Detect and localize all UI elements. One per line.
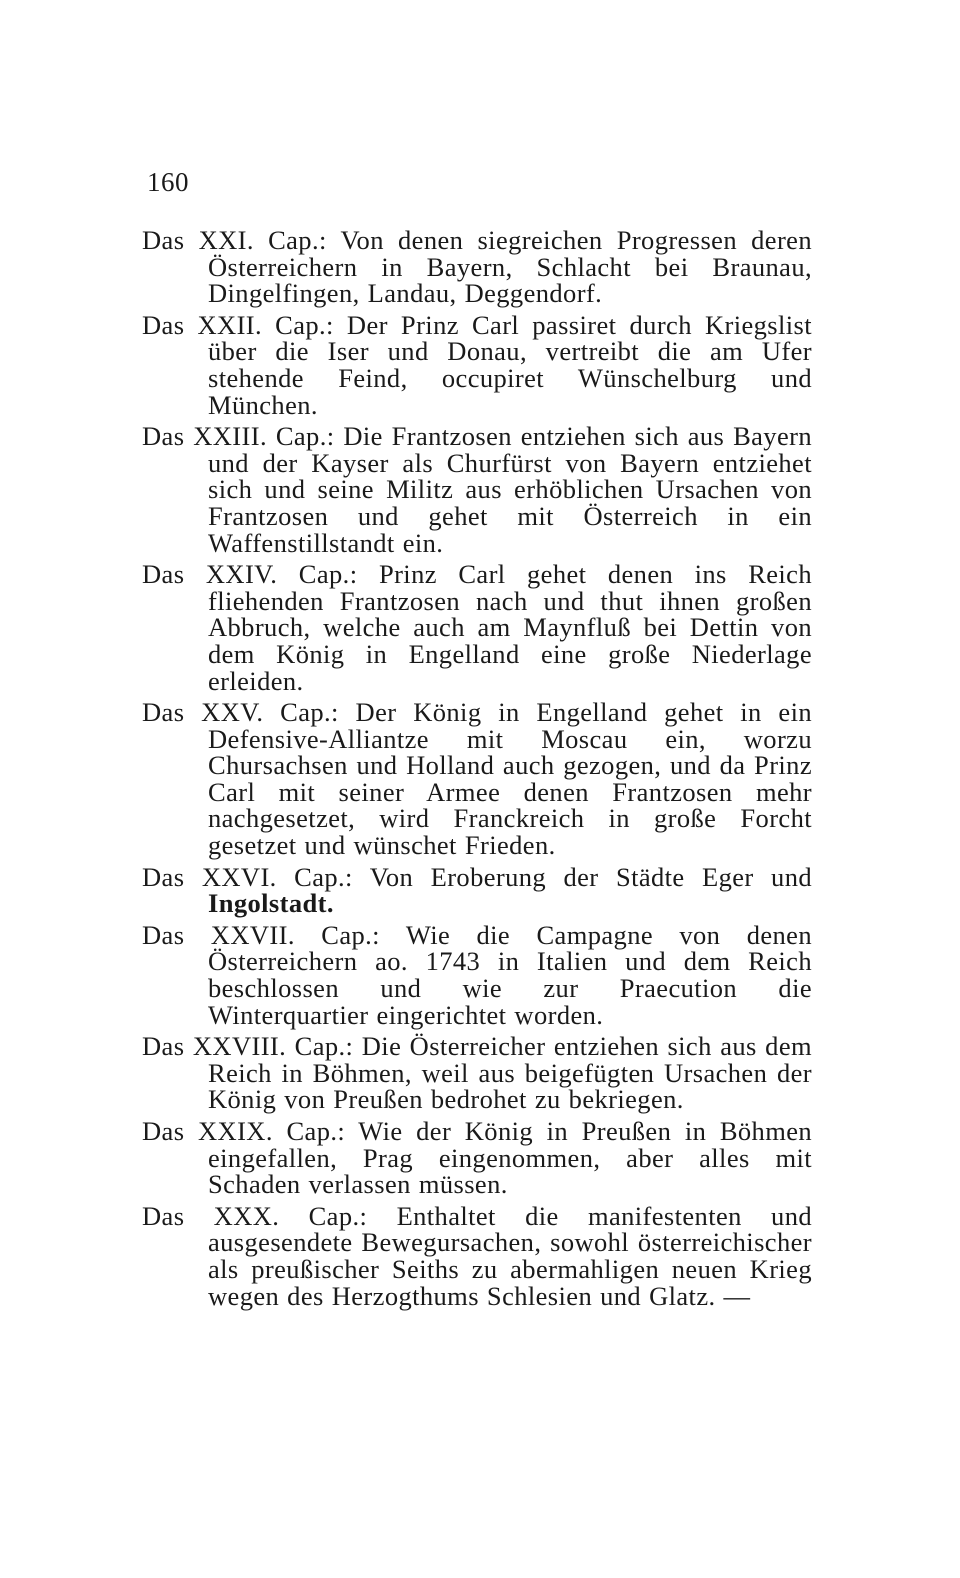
chapter-summary: Wie der König in Preußen in Böhmen eingefallen, Prag eingenommen, aber alles mit Schaden verlassen müssen. [208,1116,813,1200]
chapter-summary: Von denen siegreichen Progressen deren Österreichern in Bayern, Schlacht bei Braunau, Dingelfingen, Landau, Deggendorf. [208,225,812,309]
chapter-entry [142,699,812,859]
chapter-summary: Die Österreicher entziehen sich aus dem Reich in Böhmen, weil aus beigefügten Ursachen der König von Preußen bedrohet zu bekriegen. [208,1031,812,1115]
chapter-entry [142,861,813,919]
chapter-heading: Das XXVI. Cap.: [142,861,353,892]
chapter-heading: Das XXV. Cap.: [142,697,339,728]
chapter-heading: Das XXI. Cap.: [142,225,327,255]
chapter-heading: Das XXII. Cap.: [142,309,334,340]
chapter-entry [142,1033,812,1113]
chapter-summary: Enthaltet die manifestenten und ausgesendete Bewegursachen, sowohl österreichischer als preußischer Seiths zu abermahligen neuen Krieg wegen des Herzogthums Schlesien und Glatz. — [208,1200,813,1311]
chapter-heading: Das XXIV. Cap.: [142,559,358,590]
chapter-heading: Das XXX. Cap.: [142,1200,368,1231]
chapter-entry [142,561,812,694]
chapter-heading: Das XXIX. Cap.: [142,1116,346,1146]
chapter-entry [142,919,812,1030]
chapter-entry [142,309,813,420]
chapter-summary: Der Prinz Carl passiret durch Kriegslist über die Iser und Donau, vertreibt die am Ufer stehende Feind, occupiret Wünschelburg und München. [208,309,813,420]
chapter-list [142,227,812,1314]
chapter-heading: Das XXVII. Cap.: [142,919,380,950]
chapter-heading: Das XXIII. Cap.: [142,421,335,452]
chapter-entry [142,1118,812,1198]
chapter-entry [142,1200,813,1311]
chapter-heading: Das XXVIII. Cap.: [142,1031,354,1062]
chapter-entry [142,423,812,556]
chapter-summary: Prinz Carl gehet denen ins Reich fliehenden Frantzosen nach und thut ihnen großen Abbruch, welche auch am Maynfluß bei Dettin von dem König in Engelland eine große Niederlage erleiden. [208,559,812,696]
chapter-entry [142,227,812,307]
chapter-summary: Von Eroberung der Städte Eger und [369,861,813,892]
page-number: 160 [147,167,189,197]
chapter-summary: Der König in Engelland gehet in ein Defensive-Alliantze mit Moscau ein, worzu Chursachsen und Holland auch gezogen, und da Prinz Carl mit seiner Armee denen Frantzosen mehr nachgesetzet, wird Franckreich in große Forcht gesetzet und wünschet Frieden. [208,697,812,861]
chapter-summary: Wie die Campagne von denen Österreichern ao. 1743 in Italien und dem Reich beschlossen und wie zur Praecution die Winterquartier eingerichtet worden. [208,919,812,1030]
chapter-summary-bold: Ingolstadt. [208,888,334,919]
chapter-summary: Die Frantzosen entziehen sich aus Bayern und der Kayser als Churfürst von Bayern entziehet sich und seine Militz aus erhöblichen Ursachen von Frantzosen und gehet mit Österreich in ein Waffenstillstandt ein. [208,421,812,558]
